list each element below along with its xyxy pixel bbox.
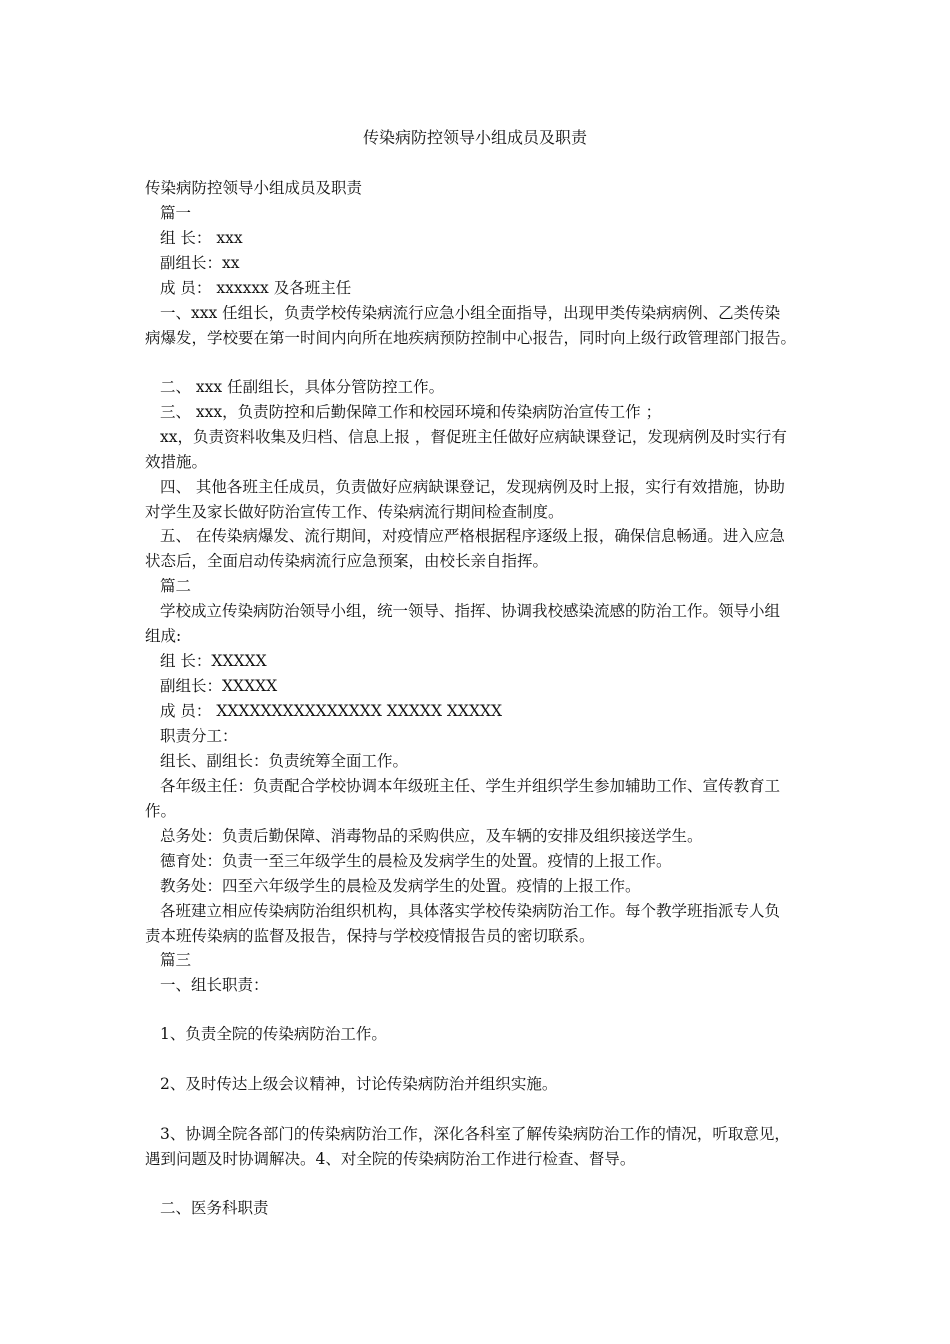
text-line: 一、xxx 任组长，负责学校传染病流行应急小组全面指导，出现甲类传染病病例、乙类传染 <box>160 304 781 322</box>
text-line: 作。 <box>145 802 177 820</box>
text-line: 成 员： xxxxxx 及各班主任 <box>160 279 352 297</box>
text-line: 二、 xxx 任副组长，具体分管防控工作。 <box>160 378 445 396</box>
text-line: 五、 在传染病爆发、流行期间，对疫情应严格根据程序逐级上报，确保信息畅通。进入应急 <box>160 527 785 545</box>
text-line: 四、 其他各班主任成员，负责做好应病缺课登记，发现病例及时上报，实行有效措施，协助 <box>160 478 785 496</box>
text-line: 学校成立传染病防治领导小组，统一领导、指挥、协调我校感染流感的防治工作。领导小组 <box>160 602 781 620</box>
text-line: 教务处：四至六年级学生的晨检及发病学生的处置。疫情的上报工作。 <box>160 877 641 895</box>
text-line: 状态后，全面启动传染病流行应急预案，由校长亲自指挥。 <box>145 552 549 570</box>
text-line: 病爆发，学校要在第一时间内向所在地疾病预防控制中心报告，同时向上级行政管理部门报告。 <box>145 329 797 347</box>
text-line: 职责分工： <box>160 727 238 745</box>
text-line: 责本班传染病的监督及报告，保持与学校疫情报告员的密切联系。 <box>145 927 595 945</box>
text-line: 德育处：负责一至三年级学生的晨检及发病学生的处置。疫情的上报工作。 <box>160 852 672 870</box>
text-line: 组 长： xxx <box>160 229 243 247</box>
part-heading: 篇二 <box>160 577 192 595</box>
text-line: 2、及时传达上级会议精神，讨论传染病防治并组织实施。 <box>160 1075 558 1093</box>
text-line: 各年级主任：负责配合学校协调本年级班主任、学生并组织学生参加辅助工作、宣传教育工 <box>160 777 781 795</box>
text-line: 二、医务科职责 <box>160 1199 269 1217</box>
text-line: 一、组长职责： <box>160 976 269 994</box>
text-line: 组成: <box>145 627 182 645</box>
part-heading: 篇一 <box>160 204 192 222</box>
text-line: 三、 xxx，负责防控和后勤保障工作和校园环境和传染病防治宣传工作 ； <box>160 403 662 421</box>
text-line: xx，负责资料收集及归档、信息上报 ，督促班主任做好应病缺课登记，发现病例及时实行有 <box>160 428 787 446</box>
text-line: 3、协调全院各部门的传染病防治工作，深化各科室了解传染病防治工作的情况，听取意见， <box>160 1125 790 1143</box>
section-heading: 传染病防控领导小组成员及职责 <box>145 179 363 197</box>
text-line: 组 长：XXXXX <box>160 652 267 670</box>
text-line: 副组长：xx <box>160 254 240 272</box>
text-line: 总务处：负责后勤保障、消毒物品的采购供应，及车辆的安排及组织接送学生。 <box>160 827 703 845</box>
text-line: 对学生及家长做好防治宣传工作、传染病流行期间检查制度。 <box>145 503 564 521</box>
text-line: 副组长：XXXXX <box>160 677 278 695</box>
part-heading: 篇三 <box>160 951 192 969</box>
document-title: 传染病防控领导小组成员及职责 <box>362 128 587 147</box>
text-line: 1、负责全院的传染病防治工作。 <box>160 1025 387 1043</box>
text-line: 效措施。 <box>145 453 208 471</box>
text-line: 各班建立相应传染病防治组织机构，具体落实学校传染病防治工作。每个教学班指派专人负 <box>160 902 781 920</box>
text-line: 成 员： XXXXXXXXXXXXXXX XXXXX XXXXX <box>160 702 503 720</box>
text-line: 遇到问题及时协调解决。4、对全院的传染病防治工作进行检查、督导。 <box>145 1150 636 1168</box>
text-line: 组长、副组长：负责统筹全面工作。 <box>160 752 409 770</box>
